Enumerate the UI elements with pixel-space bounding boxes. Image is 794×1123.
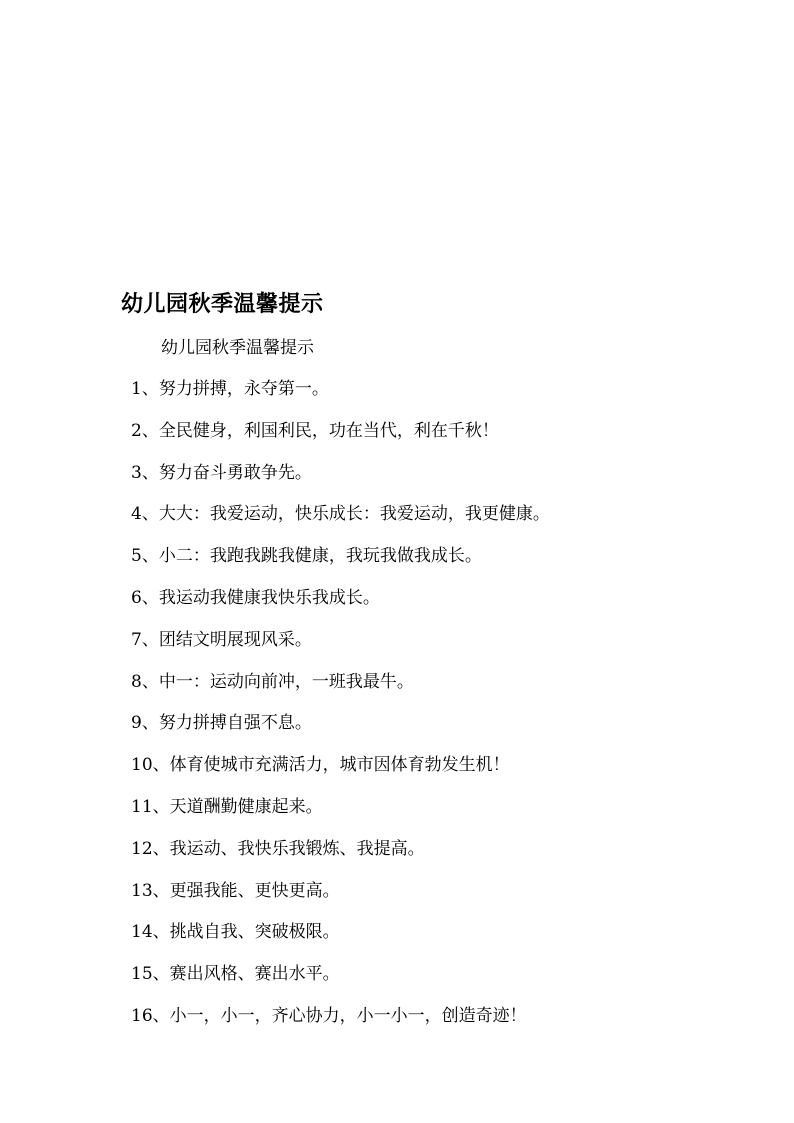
slogan-item: 3、努力奋斗勇敢争先。 [131, 462, 312, 483]
slogan-item: 6、我运动我健康我快乐我成长。 [131, 587, 380, 608]
slogan-item: 15、赛出风格、赛出水平。 [131, 964, 340, 985]
slogan-item: 10、体育使城市充满活力，城市因体育勃发生机！ [131, 755, 510, 776]
slogan-item: 4、大大：我爱运动，快乐成长：我爱运动，我更健康。 [131, 504, 550, 525]
slogan-list [131, 376, 550, 1045]
slogan-item: 1、努力拼搏，永夺第一。 [131, 379, 329, 399]
slogan-item: 16、小一，小一，齐心协力，小一小一，创造奇迹！ [131, 1005, 527, 1026]
slogan-item: 5、小二：我跑我跳我健康，我玩我做我成长。 [131, 546, 482, 567]
slogan-item: 9、努力拼搏自强不息。 [131, 713, 312, 734]
document-title: 幼儿园秋季温馨提示 [121, 291, 324, 317]
slogan-item: 14、挑战自我、突破极限。 [131, 922, 340, 943]
slogan-item: 8、中一：运动向前冲，一班我最牛。 [131, 671, 414, 692]
slogan-item: 12、我运动、我快乐我锻炼、我提高。 [131, 838, 425, 859]
slogan-item: 11、天道酬勤健康起来。 [131, 796, 323, 817]
slogan-item: 2、全民健身，利国利民，功在当代，利在千秋！ [131, 420, 499, 441]
slogan-item: 7、团结文明展现风采。 [131, 629, 312, 650]
document-subtitle: 幼儿园秋季温馨提示 [161, 338, 314, 358]
slogan-item: 13、更强我能、更快更高。 [131, 880, 340, 901]
